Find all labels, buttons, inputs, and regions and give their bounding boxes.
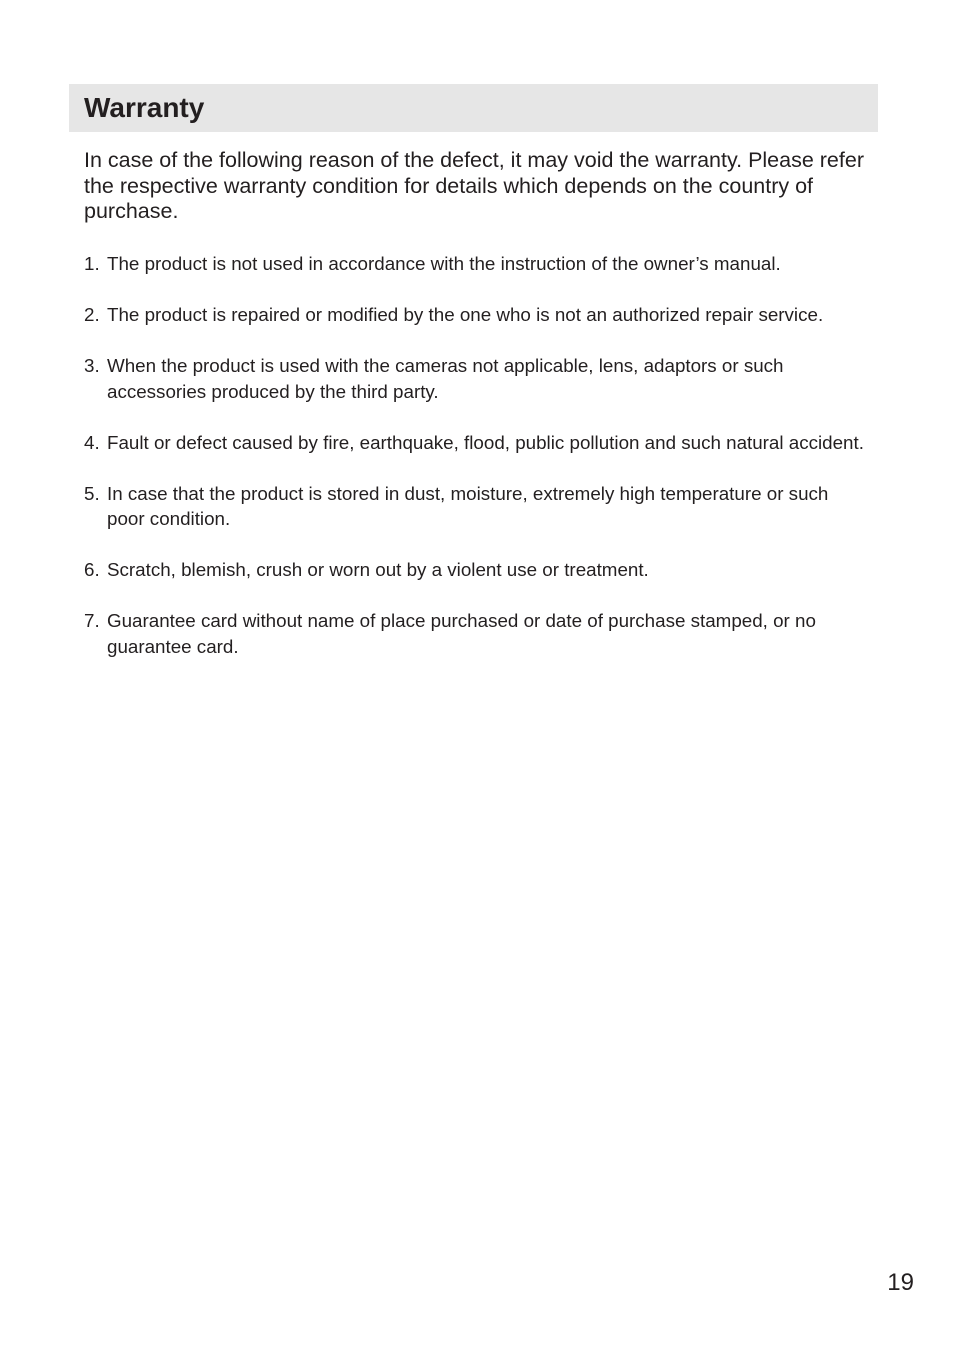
list-item-text: Guarantee card without name of place purchased or date of purchase stamped, or no guarantee card.	[107, 610, 816, 657]
list-item-text: The product is repaired or modified by the one who is not an authorized repair service.	[107, 304, 824, 325]
list-item-number: 5.	[84, 482, 100, 504]
list-item-number: 1.	[84, 253, 100, 274]
list-item-text: Scratch, blemish, crush or worn out by a violent use or treatment.	[107, 559, 649, 580]
list-item-number: 6.	[84, 559, 100, 580]
intro-paragraph: In case of the following reason of the defect, it may void the warranty. Please refer the respective warranty condition for details which depends on the country of purchase.	[84, 148, 864, 223]
list-item-number: 2.	[84, 304, 100, 325]
list-item	[84, 481, 864, 532]
warranty-conditions-list	[84, 251, 864, 685]
list-item	[84, 251, 864, 277]
list-item-number: 3.	[84, 355, 100, 376]
list-item-number: 7.	[84, 610, 100, 631]
list-item	[84, 608, 864, 659]
list-item-text: Fault or defect caused by fire, earthquake, flood, public pollution and such natural accident.	[107, 431, 864, 453]
section-header-bar	[69, 84, 878, 132]
list-item-text: In case that the product is stored in dust, moisture, extremely high temperature or such poor condition.	[107, 482, 829, 529]
list-item	[84, 302, 864, 328]
list-item	[84, 557, 864, 583]
list-item	[84, 353, 864, 404]
page-number: 19	[887, 1269, 914, 1296]
list-item-text: The product is not used in accordance with the instruction of the owner’s manual.	[107, 253, 781, 274]
page-title: Warranty	[84, 92, 205, 123]
list-item	[84, 430, 864, 456]
list-item-number: 4.	[84, 431, 100, 453]
list-item-text: When the product is used with the cameras not applicable, lens, adaptors or such accessories produced by the third party.	[107, 355, 784, 402]
